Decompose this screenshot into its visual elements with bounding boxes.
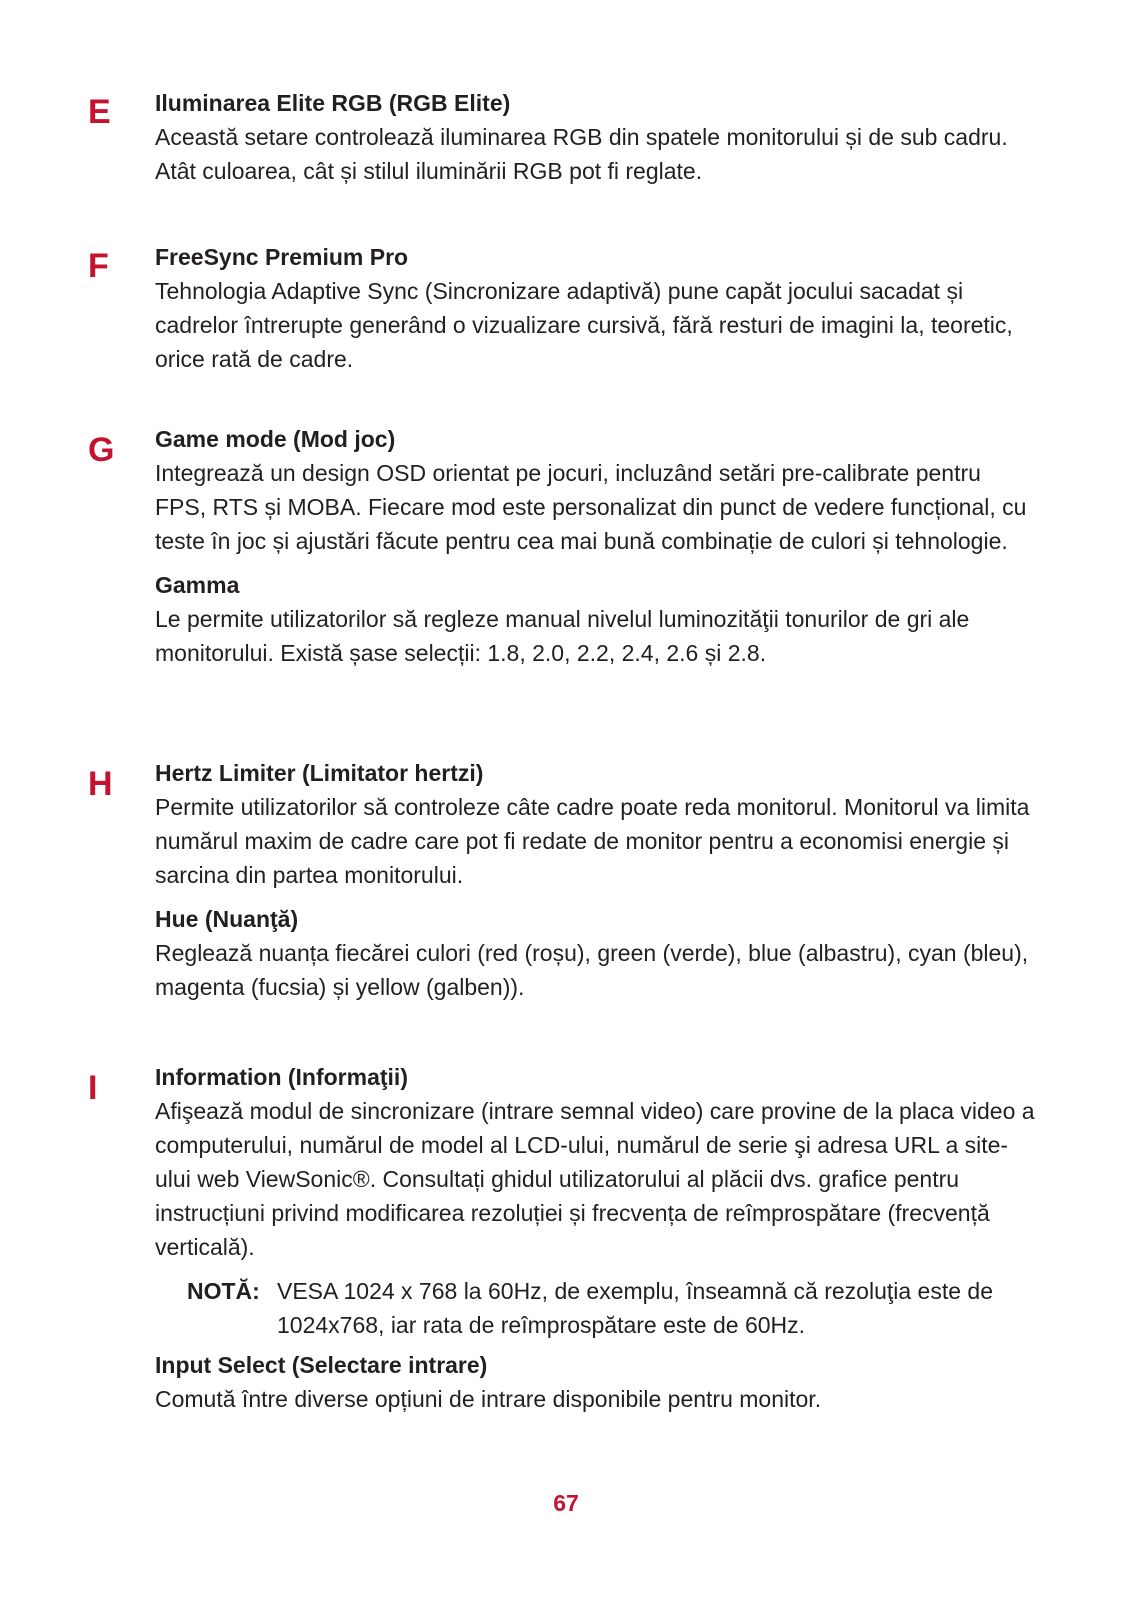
entry-rgb-elite bbox=[155, 86, 1035, 188]
entry-text: Comută între diverse opțiuni de intrare disponibile pentru monitor. bbox=[155, 1386, 822, 1412]
entry-title: Hertz Limiter (Limitator hertzi) bbox=[155, 760, 484, 786]
entry-text: Le permite utilizatorilor să regleze manual nivelul luminozităţii tonurilor de gri ale monitorului. Există șase selecții: 1.8, 2.0, 2.2, 2.4, 2.6 și 2.8. bbox=[155, 606, 970, 666]
section-letter: G bbox=[88, 431, 115, 469]
section-body bbox=[155, 422, 1035, 680]
section-letter: H bbox=[88, 765, 113, 803]
section-letter: I bbox=[88, 1069, 98, 1107]
section-body bbox=[155, 86, 1035, 198]
entry-text: Permite utilizatorilor să controleze câte cadre poate reda monitorul. Monitorul va limita numărul maxim de cadre care pot fi redate de monitor pentru a economisi energie și sarcina din partea monitorului. bbox=[155, 794, 1030, 888]
entry-text: Această setare controlează iluminarea RGB din spatele monitorului și de sub cadru. Atât culoarea, cât și stilul iluminării RGB pot fi reglate. bbox=[155, 124, 1008, 184]
entry-text: Reglează nuanța fiecărei culori (red (roșu), green (verde), blue (albastru), cyan (bleu), magenta (fucsia) și yellow (galben)). bbox=[155, 940, 1029, 1000]
entry-title: Gamma bbox=[155, 572, 240, 598]
entry-title: Information (Informaţii) bbox=[155, 1064, 408, 1090]
section-body bbox=[155, 1060, 1035, 1426]
section-letter: F bbox=[88, 247, 109, 285]
entry-text: Afişează modul de sincronizare (intrare semnal video) care provine de la placa video a computerului, numărul de model al LCD-ului, numărul de serie şi adresa URL a site-ului web ViewSonic®. Consultați ghidul utilizatorului al plăcii dvs. grafice pentru instrucțiuni privind modificarea rezoluției și frecvența de reîmprospătare (frecvență verticală). bbox=[155, 1098, 1035, 1260]
entry-text: Tehnologia Adaptive Sync (Sincronizare adaptivă) pune capăt jocului sacadat și cadrelor întrerupte generând o vizualizare cursivă, fără resturi de imagini la, teoretic, orice rată de cadre. bbox=[155, 278, 1013, 372]
entry-title: FreeSync Premium Pro bbox=[155, 244, 409, 270]
entry-game-mode bbox=[155, 422, 1035, 558]
entry-hue bbox=[155, 902, 1035, 1004]
entry-title: Game mode (Mod joc) bbox=[155, 426, 396, 452]
note bbox=[187, 1274, 1035, 1342]
entry-title: Iluminarea Elite RGB (RGB Elite) bbox=[155, 90, 511, 116]
page-number: 67 bbox=[553, 1490, 579, 1516]
entry-hertz-limiter bbox=[155, 756, 1035, 892]
entry-gamma bbox=[155, 568, 1035, 670]
section-body bbox=[155, 240, 1035, 386]
section-letter: E bbox=[88, 93, 111, 131]
entry-freesync bbox=[155, 240, 1035, 376]
entry-title: Input Select (Selectare intrare) bbox=[155, 1352, 488, 1378]
entry-text: Integrează un design OSD orientat pe jocuri, incluzând setări pre-calibrate pentru FPS, RTS și MOBA. Fiecare mod este personalizat din punct de vedere funcțional, cu teste în joc și ajustări făcute pentru cea mai bună combinație de culori și tehnologie. bbox=[155, 460, 1027, 554]
entry-input-select bbox=[155, 1348, 1035, 1416]
note-text: VESA 1024 x 768 la 60Hz, de exemplu, înseamnă că rezoluţia este de 1024x768, iar rata de reîmprospătare este de 60Hz. bbox=[277, 1278, 993, 1338]
section-body bbox=[155, 756, 1035, 1014]
entry-information bbox=[155, 1060, 1035, 1264]
entry-title: Hue (Nuanţă) bbox=[155, 906, 299, 932]
note-label: NOTĂ: bbox=[187, 1278, 260, 1304]
